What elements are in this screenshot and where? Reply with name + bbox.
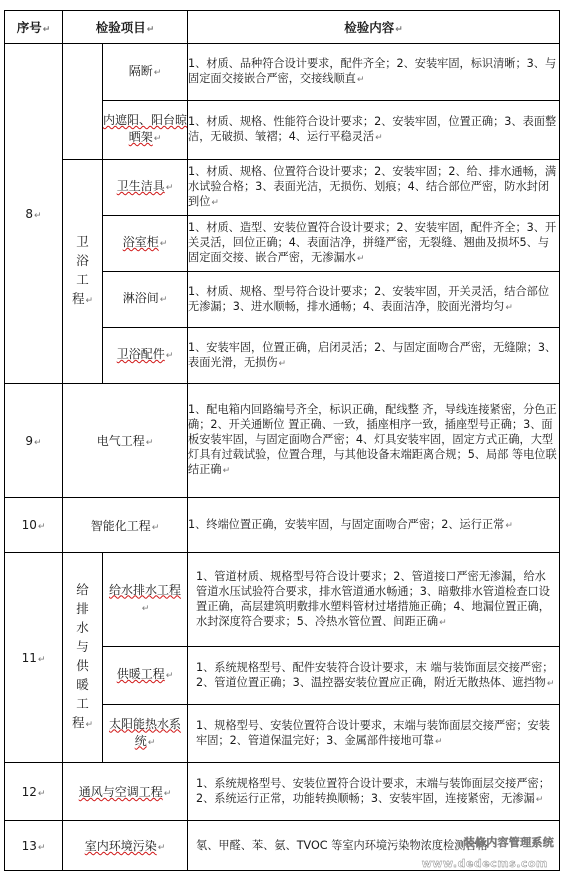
table-header-row <box>5 11 560 44</box>
inspection-table <box>4 10 560 553</box>
sub-item-label: 隔断↵ <box>103 44 188 101</box>
content-cell: 1、材质、规格、型号符合设计要求；2、安装牢固，开关灵活，结合部位无渗漏；3、进水顺畅，排水通畅；4、表面洁净，胶面光滑均匀↵ <box>188 272 560 328</box>
content-cell: 1、系统规格型号、安装位置符合设计要求，末端与装饰面层交接严密；2、系统运行正常，功能转换顺畅；3、安装牢固，连接紧密，无渗漏↵ <box>188 763 560 821</box>
watermark-url: www.dedecms.com <box>421 857 548 870</box>
table-row <box>5 384 560 498</box>
content-cell: 1、材质、造型、安装位置符合设计要求；2、安装牢固，配件齐全；3、开关灵活，回位正确；4、表面洁净，拼缝严密，无裂缝、翘曲及损坏5、与固定面交接、嵌合严密，无渗漏水↵ <box>188 216 560 272</box>
header-item: 检验项目↵ <box>63 11 188 44</box>
content-cell: 1、材质、品种符合设计要求，配件齐全；2、安装牢固，标识清晰；3、与固定面交接嵌合严密，交接线顺直↵ <box>188 44 560 101</box>
content-cell: 1、安装牢固，位置正确，启闭灵活；2、与固定面吻合严密，无缝隙；3、表面光滑，无损伤↵ <box>188 328 560 384</box>
sub-item-label: 浴室柜↵ <box>103 216 188 272</box>
row-number: 12↵ <box>5 763 63 821</box>
inspection-table-continued <box>4 552 560 871</box>
item-label: 智能化工程↵ <box>63 498 188 553</box>
content-cell: 1、配电箱内回路编号齐全，标识正确，配线整 齐，导线连接紧密，分色正确；2、开关通断位 置正确、一致，插座相序一致，插座型号正确；3、面板安装牢固，与固定面吻合严密；4、灯具安装牢固，固定方式正确，大型灯具有过载试验，位置合理，与其他设备末端距离合规；5、局部 等电位联结正确↵ <box>188 384 560 498</box>
sub-item-label: 淋浴间↵ <box>103 272 188 328</box>
row-number: 9↵ <box>5 384 63 498</box>
sub-item-label: 内遮阳、阳台晾晒架↵ <box>103 101 188 160</box>
content-cell: 1、规格型号、安装位置符合设计要求，末端与装饰面层交接严密；安装牢固；2、管道保温完好；3、金属部件接地可靠↵ <box>188 705 560 763</box>
table-row <box>5 44 560 101</box>
content-cell: 1、终端位置正确，安装牢固，与固定面吻合严密；2、运行正常↵ <box>188 498 560 553</box>
watermark-text: 装修内容管理系统 <box>463 836 554 849</box>
item-label: 室内环境污染↵ <box>63 821 188 871</box>
row-number: 8↵ <box>5 44 63 384</box>
item-label: 通风与空调工程↵ <box>63 763 188 821</box>
table-row <box>5 160 560 216</box>
header-content: 检验内容↵ <box>188 11 560 44</box>
header-no: 序号↵ <box>5 11 63 44</box>
category-cell-empty <box>63 44 103 160</box>
content-cell: 氡、甲醛、苯、氨、TVOC 等室内环境污染物浓度检测合格 <box>188 821 560 871</box>
sub-item-label: 卫生洁具↵ <box>103 160 188 216</box>
table-row <box>5 498 560 553</box>
sub-item-label: 供暖工程↵ <box>103 647 188 705</box>
row-number: 13↵ <box>5 821 63 871</box>
sub-item-label: 卫浴配件↵ <box>103 328 188 384</box>
content-cell: 1、材质、规格、位置符合设计要求；2、安装牢固；2、给、排水通畅，满水试验合格；3、表面光洁，无损伤、划痕；4、结合部位严密，防水封闭到位↵ <box>188 160 560 216</box>
sub-item-label: 太阳能热水系统↵ <box>103 705 188 763</box>
table-row <box>5 553 560 647</box>
table-row <box>5 763 560 821</box>
content-cell: 1、系统规格型号、配件安装符合设计要求，末 端与装饰面层交接严密；2、管道位置正确；3、温控器安装位置应正确，附近无散热体、遮挡物↵ <box>188 647 560 705</box>
sub-item-label: 给水排水工程↵ <box>103 553 188 647</box>
content-cell: 1、管道材质、规格型号符合设计要求；2、管道接口严密无渗漏，给水管道水压试验符合要求，排水管道通水畅通；3、暗敷排水管道检查口设 置正确，高层建筑明敷排水塑料管材过堵措施正确；4、地漏位置正确，水封深度符合要求；5、冷热水管位置、间距正确↵ <box>188 553 560 647</box>
content-cell: 1、材质、规格、性能符合设计要求；2、安装牢固，位置正确；3、表面整洁，无破损、皱褶；4、运行平稳灵活↵ <box>188 101 560 160</box>
row-number: 10↵ <box>5 498 63 553</box>
row-number: 11↵ <box>5 553 63 763</box>
category-label: 给 排 水 与 供 暖 工 程↵ <box>63 553 103 763</box>
item-label: 电气工程↵ <box>63 384 188 498</box>
category-label: 卫 浴 工 程↵ <box>63 160 103 384</box>
